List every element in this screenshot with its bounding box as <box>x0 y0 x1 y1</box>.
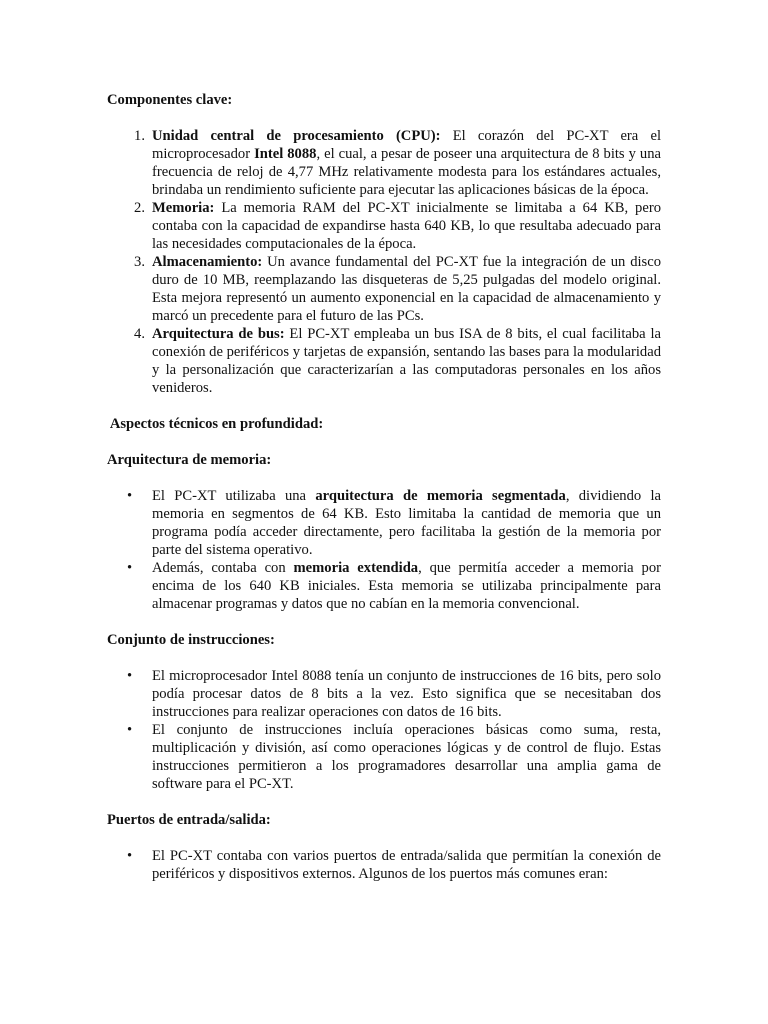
list-marker: 3. <box>134 254 145 270</box>
section-heading-memoria: Arquitectura de memoria: <box>107 452 272 468</box>
numbered-list-componentes <box>107 127 661 397</box>
section-heading-aspectos: Aspectos técnicos en profundidad: <box>107 416 324 432</box>
list-marker: 4. <box>134 326 145 342</box>
list-item: 3. Almacenamiento: Un avance fundamental del PC-XT fue la integración de un disco duro de 10 MB, reemplazando las disqueteras de 5,25 pulgadas del modelo original. Esta mejora representó un aumento exponencial en la capacidad de almacenamiento y marcó un precedente para el futuro de las PCs. <box>107 253 661 325</box>
list-item: • Además, contaba con memoria extendida, que permitía acceder a memoria por encima de los 640 KB iniciales. Esta memoria se utilizaba principalmente para almacenar programas y datos que no cabían en la memoria convencional. <box>127 560 661 612</box>
list-item: • El microprocesador Intel 8088 tenía un conjunto de instrucciones de 16 bits, pero solo podía procesar datos de 8 bits a la vez. Esto significa que se necesitaban dos instrucciones para realizar operaciones con datos de 16 bits. <box>127 668 661 720</box>
bullet-list-memoria <box>107 487 661 613</box>
section-heading-puertos: Puertos de entrada/salida: <box>107 812 271 828</box>
section-heading-instrucciones: Conjunto de instrucciones: <box>107 632 275 648</box>
bullet-marker: • <box>127 668 133 684</box>
list-marker: 2. <box>134 200 145 216</box>
section-heading-componentes: Componentes clave: <box>107 92 233 108</box>
list-item: • El PC-XT contaba con varios puertos de entrada/salida que permitían la conexión de periféricos y dispositivos externos. Algunos de los puertos más comunes eran: <box>127 848 661 882</box>
list-item: 2. Memoria: La memoria RAM del PC-XT inicialmente se limitaba a 64 KB, pero contaba con la capacidad de expandirse hasta 640 KB, lo que resultaba adecuado para las necesidades computacionales de la época. <box>107 199 661 253</box>
bullet-marker: • <box>127 848 133 864</box>
bullet-marker: • <box>127 488 133 504</box>
bullet-marker: • <box>127 722 133 738</box>
document-body <box>107 91 661 883</box>
bullet-list-puertos <box>107 847 661 883</box>
list-item: 1. Unidad central de procesamiento (CPU): El corazón del PC-XT era el microprocesador Intel 8088, el cual, a pesar de poseer una arquitectura de 8 bits y una frecuencia de reloj de 4,77 MHz relativamente modesta para los estándares actuales, brindaba un rendimiento suficiente para ejecutar las aplicaciones básicas de la época. <box>107 127 661 199</box>
list-item: • El conjunto de instrucciones incluía operaciones básicas como suma, resta, multiplicación y división, así como operaciones lógicas y de control de flujo. Estas instrucciones permitieron a los programadores desarrollar una amplia gama de software para el PC-XT. <box>127 722 661 792</box>
bullet-list-instrucciones <box>107 667 661 793</box>
list-marker: 1. <box>134 128 145 144</box>
list-item: • El PC-XT utilizaba una arquitectura de memoria segmentada, dividiendo la memoria en segmentos de 64 KB. Esto limitaba la cantidad de memoria que un programa podía acceder directamente, pero facilitaba la gestión de la memoria por parte del sistema operativo. <box>127 488 661 558</box>
bullet-marker: • <box>127 560 133 576</box>
list-item: 4. Arquitectura de bus: El PC-XT empleaba un bus ISA de 8 bits, el cual facilitaba la conexión de periféricos y tarjetas de expansión, sentando las bases para la modularidad y la personalización que caracterizarían a las computadoras personales en los años venideros. <box>107 325 661 397</box>
